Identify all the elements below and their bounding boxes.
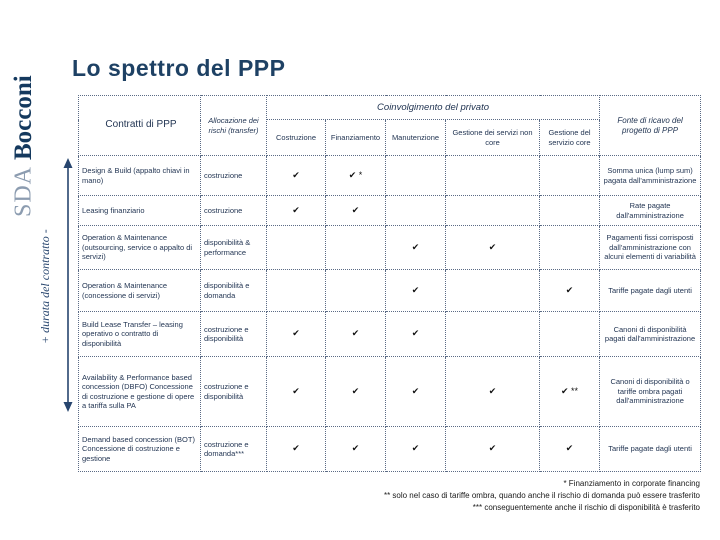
table-row [79,357,701,427]
header-gestione-servizio-core: Gestione del servizio core [540,120,600,156]
contract-name-cell: Operation & Maintenance (concessione di servizi) [79,270,201,312]
table-row [79,226,701,270]
double-arrow-icon [60,156,76,414]
contract-name-cell: Operation & Maintenance (outsourcing, service o appalto di servizi) [79,226,201,270]
empty-cell [267,270,326,312]
header-manutenzione: Manutenzione [386,120,446,156]
footnote-3: *** conseguentemente anche il rischio di disponibilità è trasferito [472,503,700,512]
check-cell: ✔ [386,312,446,357]
table-row [79,312,701,357]
check-cell: ✔ ** [540,357,600,427]
table-row [79,270,701,312]
footnote-2: ** solo nel caso di tariffe ombra, quando anche il rischio di domanda può essere trasferito [383,491,700,500]
empty-cell [386,196,446,226]
risk-cell: disponibilità & performance [201,226,267,270]
sda-bocconi-logo [10,22,38,217]
check-cell: ✔ [540,427,600,472]
empty-cell [540,226,600,270]
empty-cell [446,196,540,226]
check-cell: ✔ * [326,156,386,196]
table-row [79,196,701,226]
risk-cell: costruzione e disponibilità [201,357,267,427]
check-cell: ✔ [446,427,540,472]
header-gestione-servizi-non-core: Gestione dei servizi non core [446,120,540,156]
contract-duration-axis-label: + durata del contratto - [38,229,52,345]
empty-cell [446,270,540,312]
revenue-cell: Canoni di disponibilità pagati dall'amministrazione [600,312,701,357]
revenue-cell: Tariffe pagate dagli utenti [600,427,701,472]
contract-name-cell: Build Lease Transfer – leasing operativo o contratto di disponibilità [79,312,201,357]
header-contracts: Contratti di PPP [79,96,201,156]
check-cell: ✔ [326,312,386,357]
empty-cell [386,156,446,196]
contract-name-cell: Design & Build (appalto chiavi in mano) [79,156,201,196]
empty-cell [326,270,386,312]
empty-cell [540,196,600,226]
footnotes [260,478,700,514]
revenue-cell: Tariffe pagate dagli utenti [600,270,701,312]
check-cell: ✔ [540,270,600,312]
ppp-spectrum-table [78,95,701,472]
check-cell: ✔ [267,156,326,196]
table-row [79,427,701,472]
header-private-involvement: Coinvolgimento del privato [267,96,600,120]
empty-cell [267,226,326,270]
empty-cell [540,312,600,357]
revenue-cell: Canoni di disponibilità o tariffe ombra pagati dall'amministrazione [600,357,701,427]
footnote-1: * Finanziamento in corporate financing [563,479,700,488]
check-cell: ✔ [267,196,326,226]
risk-cell: costruzione e domanda*** [201,427,267,472]
empty-cell [446,312,540,357]
revenue-cell: Somma unica (lump sum) pagata dall'amministrazione [600,156,701,196]
check-cell: ✔ [386,357,446,427]
check-cell: ✔ [446,357,540,427]
header-risk-allocation: Allocazione dei rischi (transfer) [201,96,267,156]
contract-name-cell: Demand based concession (BOT) Concessione di costruzione e gestione [79,427,201,472]
header-finanziamento: Finanziamento [326,120,386,156]
check-cell: ✔ [386,270,446,312]
check-cell: ✔ [267,427,326,472]
table-row [79,156,701,196]
check-cell: ✔ [446,226,540,270]
logo-sda-text: SDA [10,165,37,217]
logo-bocconi-text: Bocconi [10,75,37,160]
revenue-cell: Pagamenti fissi corrisposti dall'amministrazione con alcuni elementi di variabilità [600,226,701,270]
page-title: Lo spettro del PPP [72,55,286,82]
empty-cell [446,156,540,196]
check-cell: ✔ [267,312,326,357]
check-cell: ✔ [326,196,386,226]
check-cell: ✔ [326,427,386,472]
check-cell: ✔ [386,427,446,472]
risk-cell: costruzione e disponibilità [201,312,267,357]
contract-name-cell: Availability & Performance based concession (DBFO) Concessione di costruzione e gestione di opere a tariffa sulla PA [79,357,201,427]
risk-cell: disponibilità e domanda [201,270,267,312]
check-cell: ✔ [386,226,446,270]
table-header [79,96,701,156]
contract-name-cell: Leasing finanziario [79,196,201,226]
header-costruzione: Costruzione [267,120,326,156]
check-cell: ✔ [267,357,326,427]
header-revenue-source: Fonte di ricavo del progetto di PPP [600,96,701,156]
empty-cell [326,226,386,270]
risk-cell: costruzione [201,196,267,226]
table-body [79,156,701,472]
empty-cell [540,156,600,196]
check-cell: ✔ [326,357,386,427]
risk-cell: costruzione [201,156,267,196]
revenue-cell: Rate pagate dall'amministrazione [600,196,701,226]
